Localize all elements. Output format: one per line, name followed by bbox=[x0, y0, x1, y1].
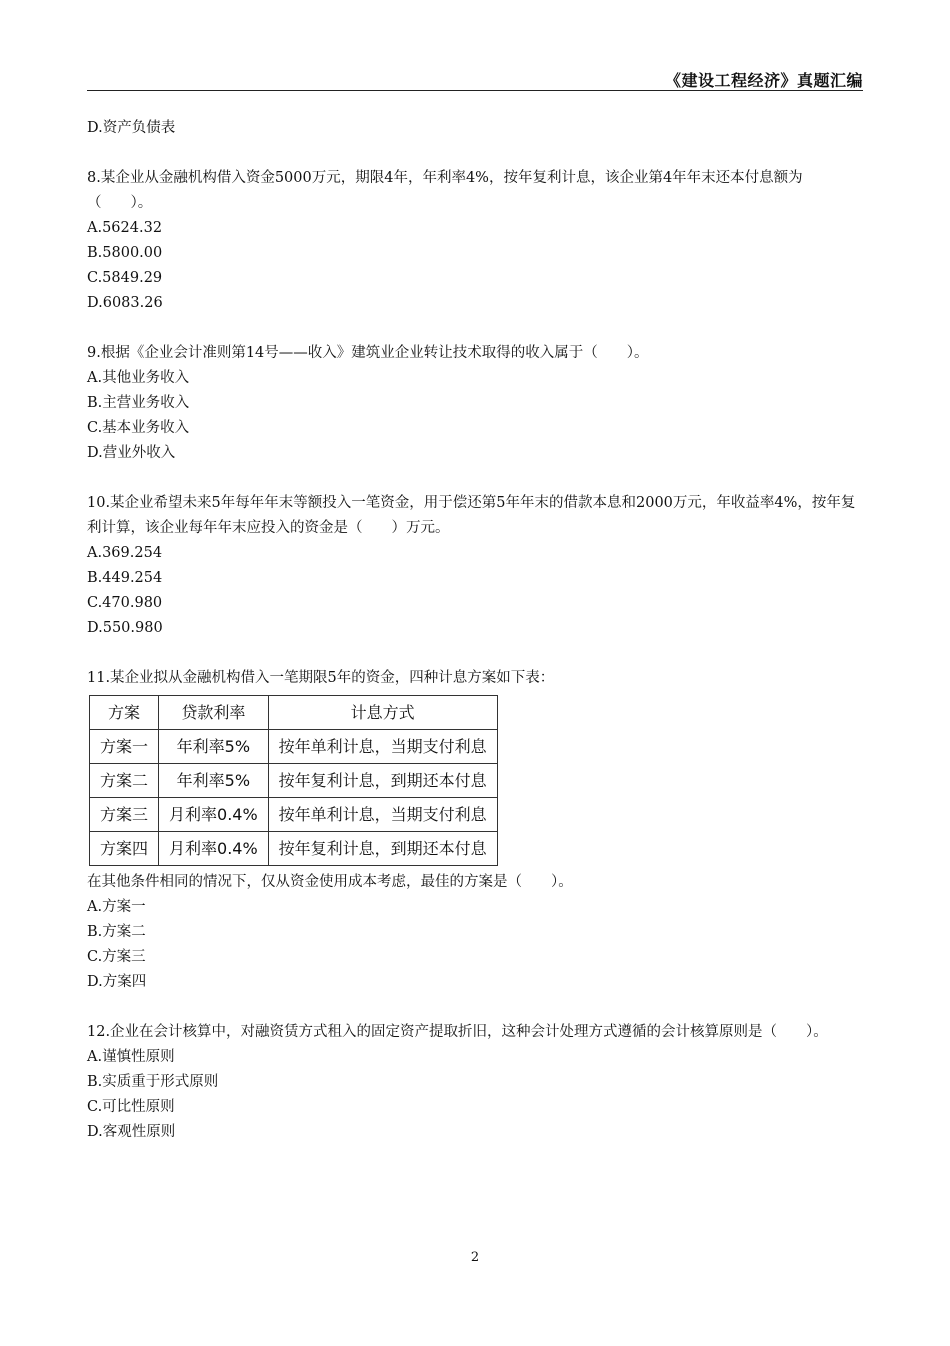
question-9 bbox=[87, 341, 867, 466]
table-cell-rate: 月利率0.4% bbox=[159, 832, 269, 866]
option-d: D.方案四 bbox=[87, 974, 147, 990]
spacer bbox=[87, 466, 867, 491]
question-stem: 8.某企业从金融机构借入资金5000万元，期限4年，年利率4%，按年复利计息，该企业第4年年末还本付息额为（ ）。 bbox=[87, 170, 803, 211]
table-row bbox=[90, 764, 498, 798]
interest-scheme-table bbox=[89, 695, 498, 866]
table-row bbox=[90, 798, 498, 832]
table-cell-rate: 年利率5% bbox=[159, 730, 269, 764]
spacer bbox=[87, 316, 867, 341]
table-cell-rate: 月利率0.4% bbox=[159, 798, 269, 832]
question-12 bbox=[87, 1020, 867, 1145]
header-divider bbox=[87, 90, 863, 91]
option-b: B.方案二 bbox=[87, 924, 146, 940]
option-a: A.5624.32 bbox=[87, 220, 163, 236]
option-d: D.6083.26 bbox=[87, 295, 163, 311]
question-stem-continued: 在其他条件相同的情况下，仅从资金使用成本考虑，最佳的方案是（ ）。 bbox=[87, 874, 573, 890]
option-c: C.可比性原则 bbox=[87, 1099, 175, 1115]
table-cell-scheme: 方案一 bbox=[90, 730, 159, 764]
option-c: C.基本业务收入 bbox=[87, 420, 190, 436]
spacer bbox=[87, 141, 867, 166]
table-cell-method: 按年单利计息，当期支付利息 bbox=[268, 730, 497, 764]
option-b: B.实质重于形式原则 bbox=[87, 1074, 219, 1090]
table-cell-scheme: 方案四 bbox=[90, 832, 159, 866]
option-c: C.方案三 bbox=[87, 949, 146, 965]
question-8 bbox=[87, 166, 867, 316]
option-d: D.营业外收入 bbox=[87, 445, 176, 461]
table-row bbox=[90, 730, 498, 764]
table-header-row bbox=[90, 696, 498, 730]
table-cell-rate: 年利率5% bbox=[159, 764, 269, 798]
spacer bbox=[87, 995, 867, 1020]
option-b: B.主营业务收入 bbox=[87, 395, 190, 411]
option-c: C.470.980 bbox=[87, 595, 163, 611]
page-number: 2 bbox=[470, 1250, 480, 1265]
table-cell-method: 按年复利计息，到期还本付息 bbox=[268, 764, 497, 798]
spacer bbox=[87, 641, 867, 666]
table-cell-scheme: 方案二 bbox=[90, 764, 159, 798]
question-stem: 12.企业在会计核算中，对融资赁方式租入的固定资产提取折旧，这种会计处理方式遵循的会计核算原则是（ ）。 bbox=[87, 1024, 828, 1040]
option-b: B.5800.00 bbox=[87, 245, 163, 261]
option-a: A.其他业务收入 bbox=[87, 370, 190, 386]
question-stem: 11.某企业拟从金融机构借入一笔期限5年的资金，四种计息方案如下表： bbox=[87, 670, 555, 686]
table-cell-method: 按年复利计息，到期还本付息 bbox=[268, 832, 497, 866]
option-c: C.5849.29 bbox=[87, 270, 163, 286]
table-cell-scheme: 方案三 bbox=[90, 798, 159, 832]
question-11 bbox=[87, 666, 867, 995]
previous-question-option: D.资产负债表 bbox=[87, 120, 176, 136]
option-b: B.449.254 bbox=[87, 570, 163, 586]
question-stem: 10.某企业希望未来5年每年年末等额投入一笔资金，用于偿还第5年年末的借款本息和2000万元，年收益率4%，按年复利计算，该企业每年年末应投入的资金是（ ）万元。 bbox=[87, 495, 856, 536]
option-a: A.方案一 bbox=[87, 899, 146, 915]
document-body bbox=[87, 116, 867, 1145]
document-header-title: 《建设工程经济》真题汇编 bbox=[664, 71, 863, 90]
option-d: D.550.980 bbox=[87, 620, 163, 636]
option-a: A.369.254 bbox=[87, 545, 163, 561]
table-row bbox=[90, 832, 498, 866]
table-cell-method: 按年单利计息，当期支付利息 bbox=[268, 798, 497, 832]
question-stem: 9.根据《企业会计准则第14号——收入》建筑业企业转让技术取得的收入属于（ ）。 bbox=[87, 345, 649, 361]
option-d: D.客观性原则 bbox=[87, 1124, 176, 1140]
table-header-cell: 方案 bbox=[90, 696, 159, 730]
option-a: A.谨慎性原则 bbox=[87, 1049, 175, 1065]
question-10 bbox=[87, 491, 867, 641]
table-header-cell: 贷款利率 bbox=[159, 696, 269, 730]
table-header-cell: 计息方式 bbox=[268, 696, 497, 730]
